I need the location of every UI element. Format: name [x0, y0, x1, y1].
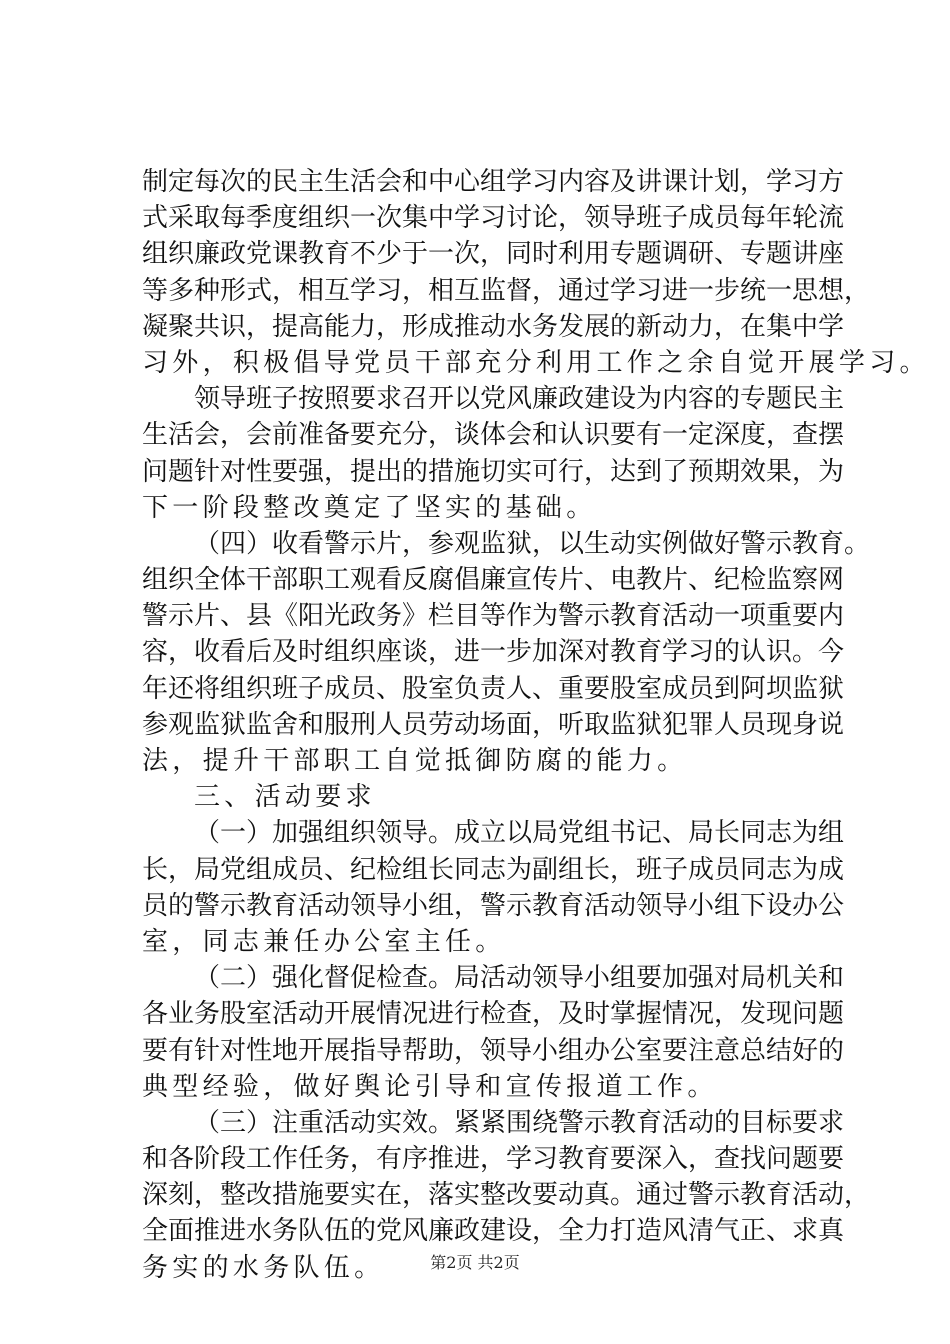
- text-line: 各业务股室活动开展情况进行检查，及时掌握情况，发现问题: [142, 999, 845, 1030]
- text-line: 参观监狱监舍和服刑人员劳动场面，听取监狱犯罪人员现身说: [142, 709, 845, 740]
- text-line: 领导班子按照要求召开以党风廉政建设为内容的专题民主: [194, 384, 845, 415]
- text-line: 式采取每季度组织一次集中学习讨论，领导班子成员每年轮流: [142, 203, 845, 234]
- text-line: 习外，积极倡导党员干部充分利用工作之余自觉开展学习。: [142, 347, 930, 378]
- text-line: 凝聚共识，提高能力，形成推动水务发展的新动力，在集中学: [142, 311, 845, 342]
- text-line: （三）注重活动实效。紧紧围绕警示教育活动的目标要求: [194, 1107, 845, 1138]
- text-line: 室，同志兼任办公室主任。: [142, 926, 506, 957]
- text-line: （一）加强组织领导。成立以局党组书记、局长同志为组: [194, 818, 845, 849]
- page-footer: 第2页 共2页: [430, 1253, 520, 1272]
- text-line: 生活会，会前准备要充分，谈体会和认识要有一定深度，查摆: [142, 420, 845, 451]
- text-line: 组织全体干部职工观看反腐倡廉宣传片、电教片、纪检监察网: [142, 565, 845, 596]
- text-line: 等多种形式，相互学习，相互监督，通过学习进一步统一思想，: [142, 275, 871, 306]
- text-line: 组织廉政党课教育不少于一次，同时利用专题调研、专题讲座: [142, 239, 845, 270]
- text-line: 全面推进水务队伍的党风廉政建设，全力打造风清气正、求真: [142, 1216, 845, 1247]
- text-line: 年还将组织班子成员、股室负责人、重要股室成员到阿坝监狱: [142, 673, 845, 704]
- text-line: 深刻，整改措施要实在，落实整改要动真。通过警示教育活动，: [142, 1180, 871, 1211]
- text-line: 问题针对性要强，提出的措施切实可行，达到了预期效果，为: [142, 456, 845, 487]
- text-line: 务实的水务队伍。: [142, 1252, 385, 1283]
- text-line: 下一阶段整改奠定了坚实的基础。: [142, 492, 597, 523]
- text-line: 警示片、县《阳光政务》栏目等作为警示教育活动一项重要内: [142, 601, 845, 632]
- text-line: 要有针对性地开展指导帮助，领导小组办公室要注意总结好的: [142, 1035, 845, 1066]
- text-line: （四）收看警示片，参观监狱，以生动实例做好警示教育。: [194, 528, 871, 559]
- text-line: 长，局党组成员、纪检组长同志为副组长，班子成员同志为成: [142, 854, 845, 885]
- text-line: 容，收看后及时组织座谈，进一步加深对教育学习的认识。今: [142, 637, 845, 668]
- text-line: 法，提升干部职工自觉抵御防腐的能力。: [142, 746, 688, 776]
- text-line: 制定每次的民主生活会和中心组学习内容及讲课计划，学习方: [142, 167, 845, 197]
- text-line: 和各阶段工作任务，有序推进，学习教育要深入，查找问题要: [142, 1144, 845, 1175]
- document-body: [142, 164, 930, 1286]
- text-line: （二）强化督促检查。局活动领导小组要加强对局机关和: [194, 963, 845, 994]
- text-line: 员的警示教育活动领导小组，警示教育活动领导小组下设办公: [142, 890, 845, 921]
- text-line: 典型经验，做好舆论引导和宣传报道工作。: [142, 1071, 718, 1102]
- text-line: 三、活动要求: [194, 782, 376, 813]
